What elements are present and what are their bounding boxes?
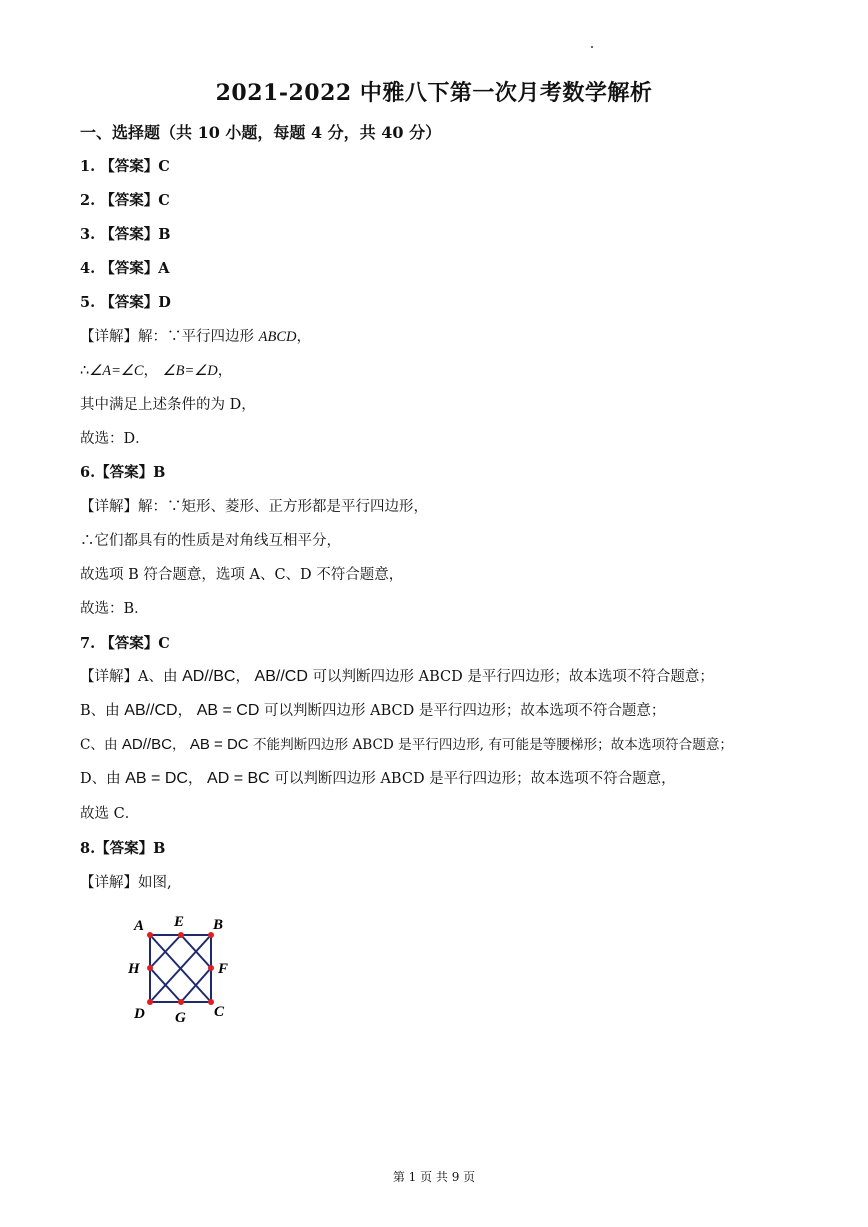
diagram-lines: [150, 935, 211, 1002]
q5-line-2: ∴∠A=∠C， ∠B=∠D，: [80, 363, 233, 379]
point-d: [147, 999, 153, 1005]
q6-line-1: 【详解】解：∵矩形、菱形、正方形都是平行四边形，: [80, 499, 428, 515]
point-a: [147, 932, 153, 938]
q5-line-4: 故选：D．: [80, 431, 150, 447]
answer-5: 5. 【答案】D: [80, 294, 171, 311]
page-footer: 第 1 页 共 9 页: [392, 1170, 476, 1184]
answer-7: 7. 【答案】C: [80, 635, 170, 652]
q6-line-3: 故选项 B 符合题意，选项 A、C、D 不符合题意，: [80, 567, 404, 583]
q5-line-1: 【详解】解：∵平行四边形 ABCD，: [80, 329, 311, 345]
corner-dot: [591, 46, 593, 48]
q6-line-2: ∴它们都具有的性质是对角线互相平分，: [80, 533, 341, 549]
q7-line-3: C、由 AD//BC， AB = DC 不能判断四边形 ABCD 是平行四边形, 有可能是等腰梯形；故本选项符合题意；: [80, 736, 734, 753]
label-f: F: [218, 961, 229, 977]
q7-line-2: B、由 AB//CD， AB = CD 可以判断四边形 ABCD 是平行四边形；故本选项不符合题意；: [80, 702, 666, 719]
label-c: C: [214, 1004, 225, 1020]
answer-8: 8.【答案】B: [80, 840, 166, 857]
label-b: B: [213, 917, 224, 933]
label-h: H: [128, 961, 140, 977]
square-diagram: [120, 905, 240, 1030]
q7-line-1: 【详解】A、由 AD//BC， AB//CD 可以判断四边形 ABCD 是平行四边形；故本选项不符合题意；: [80, 668, 714, 685]
answer-4: 4. 【答案】A: [80, 260, 170, 277]
answer-3: 3. 【答案】B: [80, 226, 171, 243]
point-g: [178, 999, 184, 1005]
q7-line-5: 故选 C．: [80, 806, 140, 822]
label-e: E: [174, 914, 185, 930]
answer-2: 2. 【答案】C: [80, 192, 170, 209]
section-heading: 一、选择题（共 10 小题，每题 4 分，共 40 分）: [80, 123, 442, 142]
label-d: D: [134, 1006, 145, 1022]
page-title: 2021-2022 中雅八下第一次月考数学解析: [215, 80, 653, 106]
answer-6: 6.【答案】B: [80, 464, 166, 481]
label-a: A: [134, 918, 145, 934]
q8-line-1: 【详解】如图,: [80, 875, 172, 891]
answer-1: 1. 【答案】C: [80, 158, 170, 175]
point-f: [208, 965, 214, 971]
point-h: [147, 965, 153, 971]
point-e: [178, 932, 184, 938]
q7-line-4: D、由 AB = DC， AD = BC 可以判断四边形 ABCD 是平行四边形；故本选项不符合题意，: [80, 770, 676, 787]
q6-line-4: 故选：B．: [80, 601, 149, 617]
label-g: G: [175, 1010, 186, 1026]
q5-line-3: 其中满足上述条件的为 D，: [80, 397, 256, 413]
